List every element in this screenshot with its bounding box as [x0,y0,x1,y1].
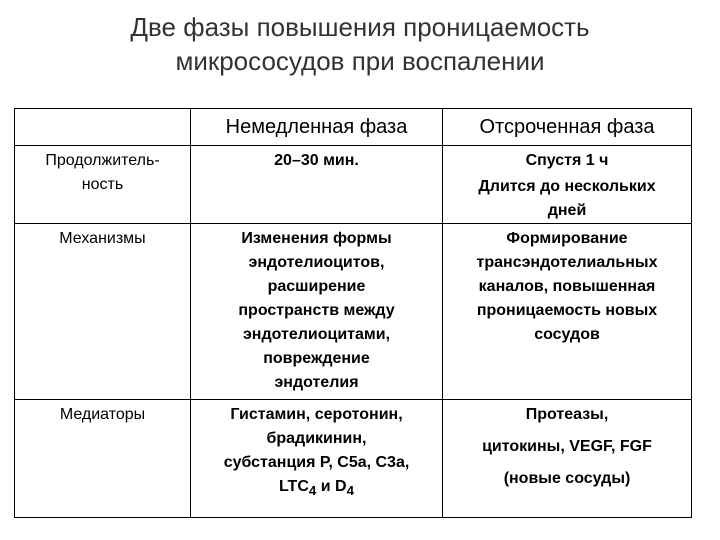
cell-line: Формирование [506,230,628,247]
cell-delayed-mediators [443,400,692,518]
cell-delayed-mechanisms [443,224,692,400]
cell-line: Изменения формы [241,230,392,247]
table-row-mechanisms [15,224,692,400]
header-delayed-phase: Отсроченная фаза [443,109,692,146]
cell-line: Длится до нескольких [478,178,656,195]
cell-line: эндотелиоцитами, [242,326,391,343]
cell-line: 20–30 мин. [274,152,359,169]
d-subscript: 4 [346,483,355,499]
cell-line: повреждение [263,350,370,367]
ltc-subscript: 4 [308,483,317,499]
cell-line-ltc [191,475,442,503]
cell-line: (новые сосуды) [503,470,631,487]
header-empty-cell [15,109,191,146]
cell-immediate-mechanisms [191,224,443,400]
cell-line: дней [547,202,587,219]
ltc-text: LTC [278,478,309,495]
cell-line: цитокины, VEGF, FGF [482,438,652,455]
cell-line: трансэндотелиальных [476,254,658,271]
cell-line: Гистамин, серотонин, [230,406,403,423]
table-header-row [15,109,692,146]
cell-line: проницаемость новых [476,302,658,319]
row-label-line: Медиаторы [59,406,146,423]
row-label-line: Механизмы [59,230,146,247]
title-line-1: Две фазы повышения проницаемость [130,12,590,42]
cell-line: пространств между [238,302,395,319]
cell-line: расширение [267,278,366,295]
row-label-mediators [15,400,191,518]
slide-title [0,10,720,78]
cell-line: сосудов [534,326,600,343]
cell-line: каналов, повышенная [478,278,656,295]
row-label-line: Продолжитель- [45,152,160,169]
row-label-duration [15,146,191,224]
cell-line: Протеазы, [525,406,609,423]
cell-line: Спустя 1 ч [525,152,609,169]
cell-immediate-duration [191,146,443,224]
title-line-2: микрососудов при воспалении [175,46,545,76]
phases-table [14,108,692,518]
cell-line: брадикинин, [266,430,367,447]
cell-immediate-mediators [191,400,443,518]
cell-line: эндотелия [274,374,359,391]
cell-delayed-duration [443,146,692,224]
row-label-line: ность [81,176,124,193]
row-label-mechanisms [15,224,191,400]
header-immediate-phase: Немедленная фаза [191,109,443,146]
cell-line: субстанция Р, С5а, С3а, [223,454,410,471]
cell-line: эндотелиоцитов, [248,254,385,271]
table-row-duration [15,146,692,224]
and-d-text: и D [316,478,347,495]
table-row-mediators [15,400,692,518]
